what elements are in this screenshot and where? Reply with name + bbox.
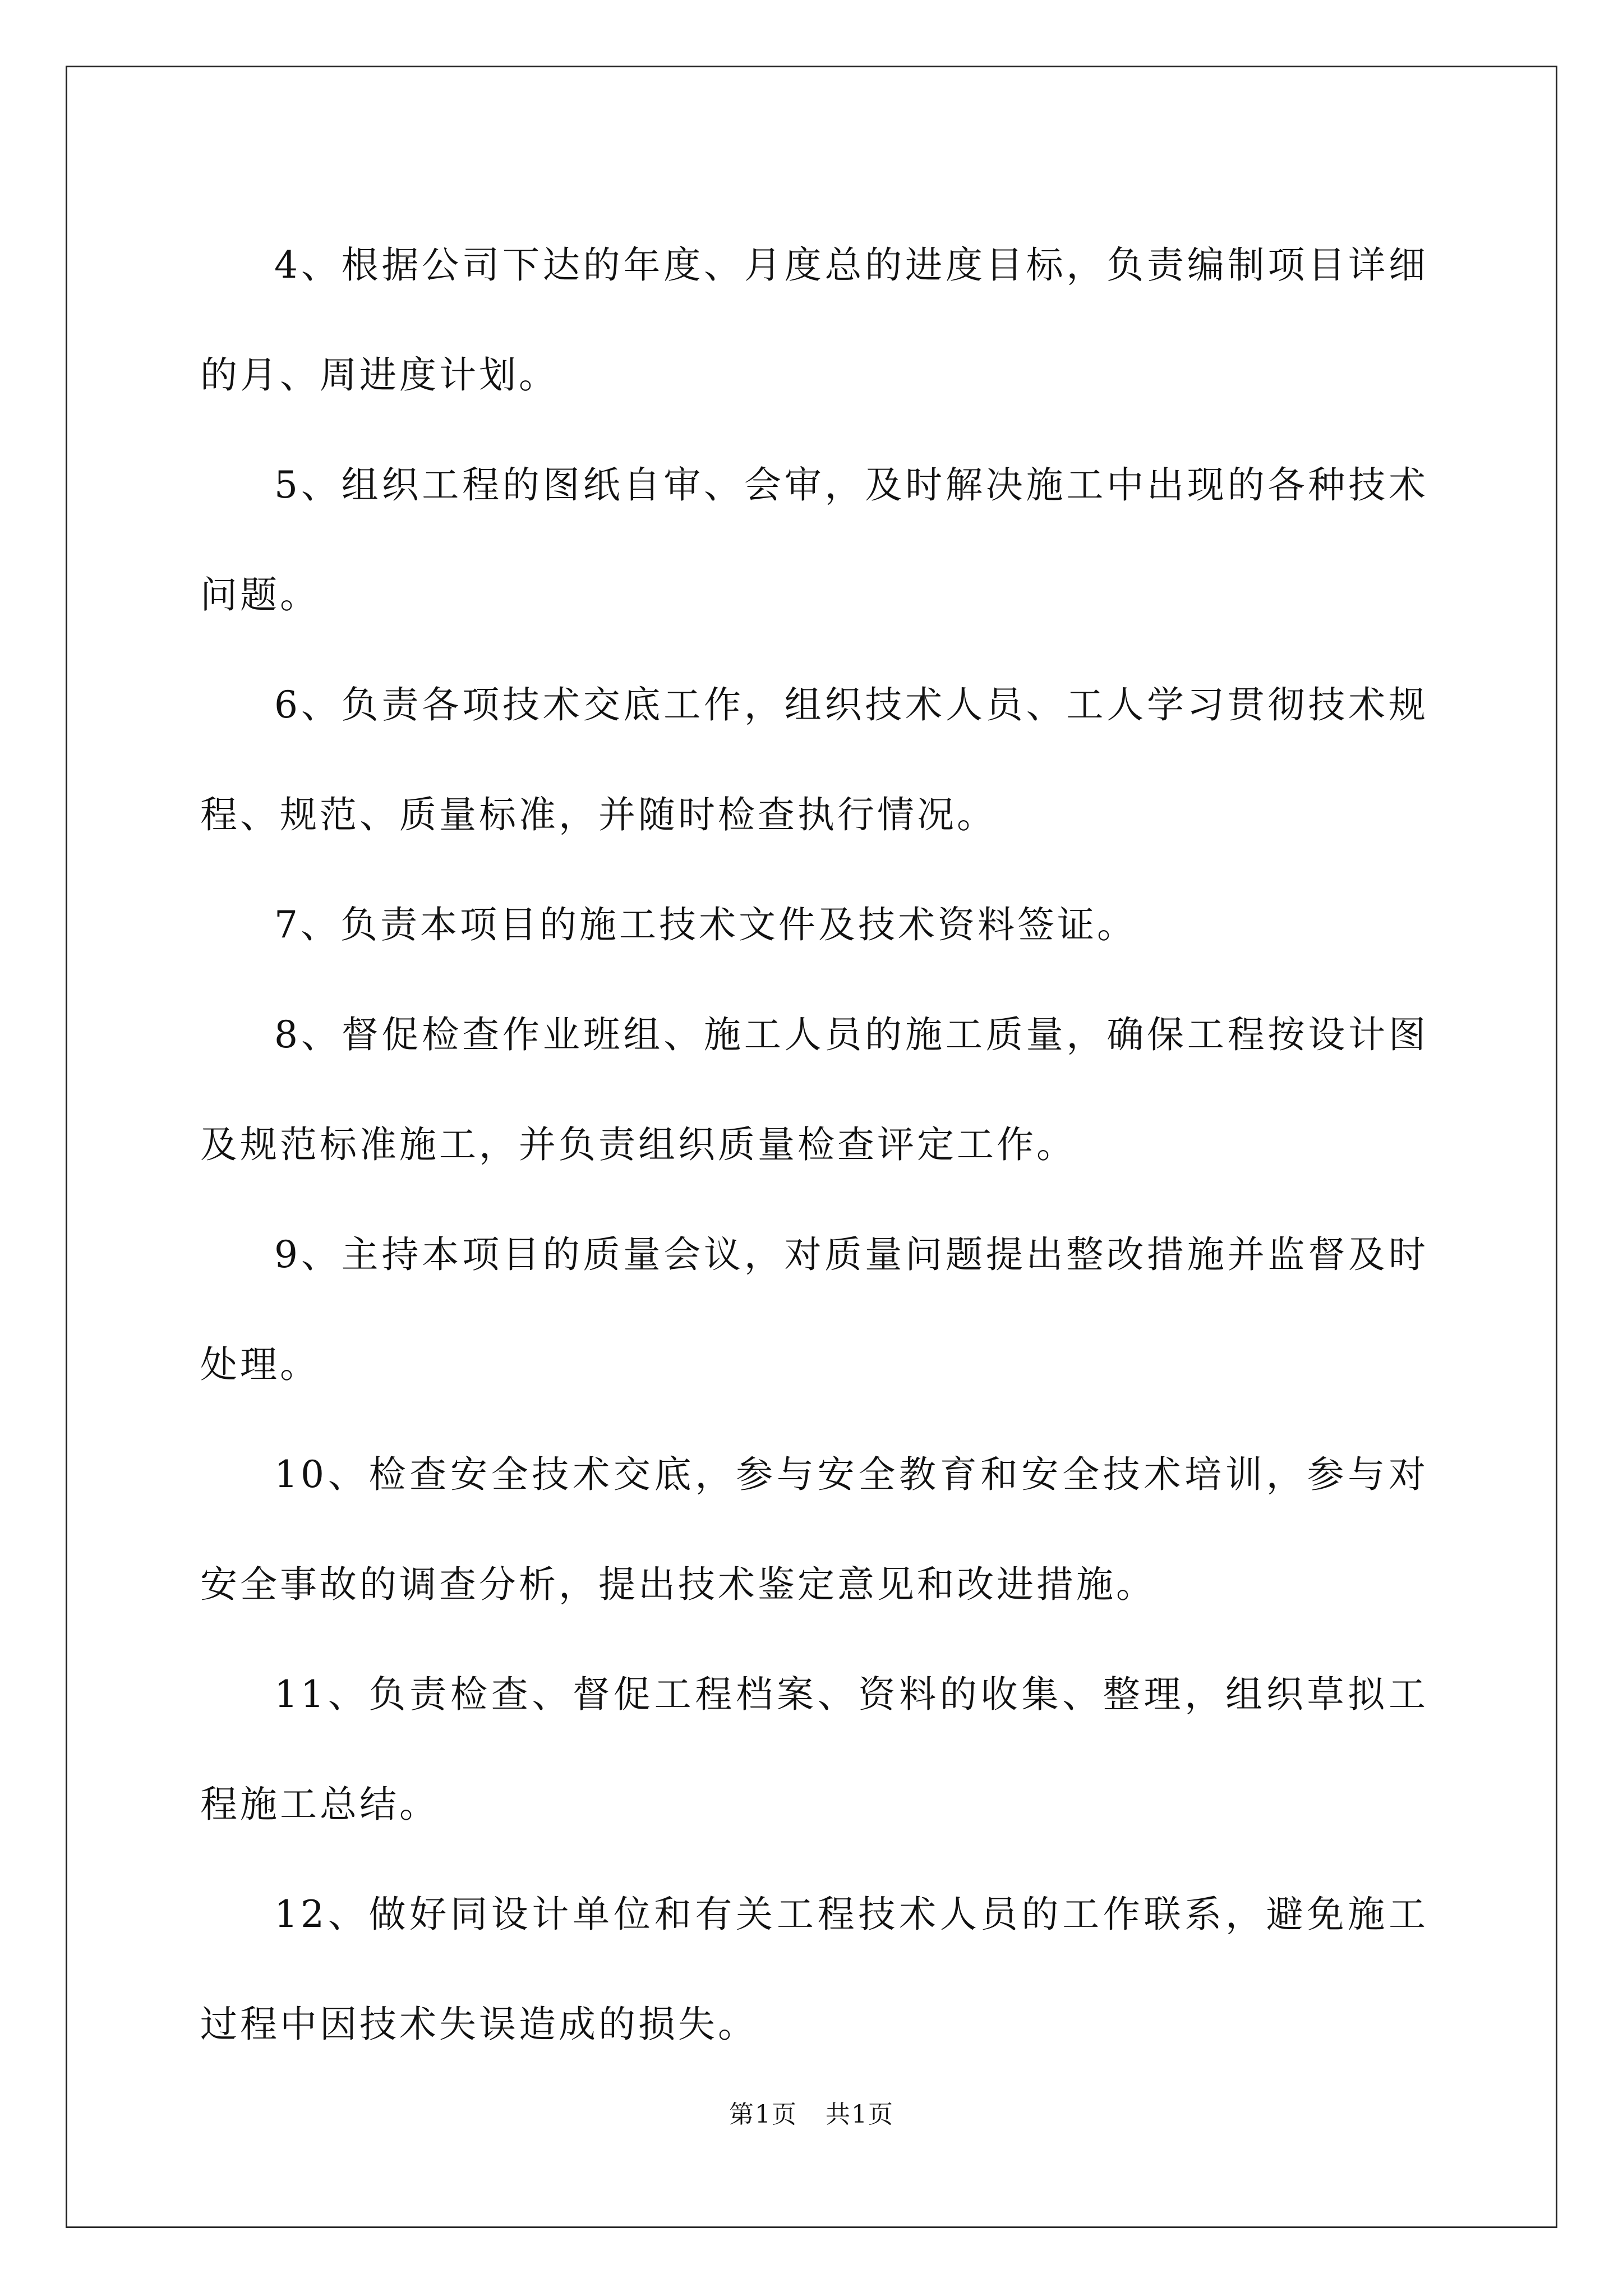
page-footer	[0, 2098, 1623, 2132]
paragraph-item-4: 4、根据公司下达的年度、月度总的进度目标，负责编制项目详细的月、周进度计划。	[200, 243, 1428, 397]
paragraph-item-7: 7、负责本项目的施工技术文件及技术资料签证。	[274, 903, 1137, 946]
paragraph-item-12: 12、做好同设计单位和有关工程技术人员的工作联系，避免施工过程中因技术失误造成的损失。	[200, 1893, 1428, 2046]
paragraph-item-5: 5、组织工程的图纸自审、会审，及时解决施工中出现的各种技术问题。	[200, 463, 1428, 616]
page-number: 第1页	[729, 2100, 797, 2129]
paragraph-item-8: 8、督促检查作业班组、施工人员的施工质量，确保工程按设计图及规范标准施工，并负责组织质量检查评定工作。	[200, 1013, 1428, 1166]
document-body	[200, 210, 1428, 2079]
page-total: 共1页	[826, 2100, 894, 2129]
paragraph-item-11: 11、负责检查、督促工程档案、资料的收集、整理，组织草拟工程施工总结。	[200, 1673, 1428, 1826]
paragraph-item-9: 9、主持本项目的质量会议，对质量问题提出整改措施并监督及时处理。	[200, 1233, 1428, 1386]
paragraph-item-6: 6、负责各项技术交底工作，组织技术人员、工人学习贯彻技术规程、规范、质量标准，并随时检查执行情况。	[200, 683, 1428, 836]
paragraph-item-10: 10、检查安全技术交底，参与安全教育和安全技术培训，参与对安全事故的调查分析，提出技术鉴定意见和改进措施。	[200, 1453, 1428, 1606]
